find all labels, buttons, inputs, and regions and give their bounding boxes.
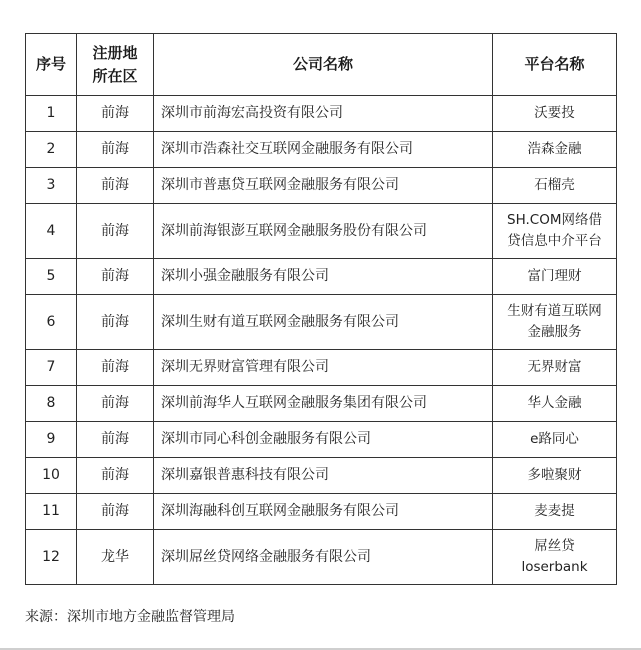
table-row — [26, 494, 617, 530]
cell-district: 龙华 — [77, 530, 154, 585]
cell-platform — [493, 494, 617, 530]
header-no: 序号 — [26, 34, 77, 96]
cell-company: 深圳前海华人互联网金融服务集团有限公司 — [154, 386, 493, 422]
platform-line1: 无界财富 — [527, 359, 582, 375]
header-platform: 平台名称 — [493, 34, 617, 96]
platform-line1: 浩森金融 — [527, 141, 582, 157]
header-district — [77, 34, 154, 96]
cell-company: 深圳市同心科创金融服务有限公司 — [154, 422, 493, 458]
table-row — [26, 204, 617, 259]
table-row — [26, 132, 617, 168]
cell-no: 12 — [26, 530, 77, 585]
cell-company: 深圳小强金融服务有限公司 — [154, 259, 493, 295]
cell-no: 6 — [26, 295, 77, 350]
cell-district: 前海 — [77, 259, 154, 295]
cell-platform — [493, 259, 617, 295]
cell-company: 深圳市前海宏高投资有限公司 — [154, 96, 493, 132]
table-row — [26, 350, 617, 386]
cell-no: 1 — [26, 96, 77, 132]
platform-line1: 屌丝贷 — [534, 538, 575, 554]
cell-platform — [493, 458, 617, 494]
cell-district: 前海 — [77, 204, 154, 259]
cell-district: 前海 — [77, 494, 154, 530]
platform-line1: 生财有道互联网 — [507, 303, 602, 319]
platform-line1: SH.COM网络借 — [507, 212, 602, 228]
cell-platform — [493, 386, 617, 422]
cell-company: 深圳无界财富管理有限公司 — [154, 350, 493, 386]
platform-line1: e路同心 — [530, 431, 579, 447]
cell-district: 前海 — [77, 96, 154, 132]
cell-platform — [493, 350, 617, 386]
header-company: 公司名称 — [154, 34, 493, 96]
cell-no: 4 — [26, 204, 77, 259]
cell-no: 3 — [26, 168, 77, 204]
table-row — [26, 96, 617, 132]
cell-company: 深圳市浩森社交互联网金融服务有限公司 — [154, 132, 493, 168]
platform-line2: 贷信息中介平台 — [507, 233, 602, 249]
cell-platform — [493, 132, 617, 168]
cell-no: 5 — [26, 259, 77, 295]
cell-company: 深圳海融科创互联网金融服务有限公司 — [154, 494, 493, 530]
source-note: 来源：深圳市地方金融监督管理局 — [25, 609, 235, 625]
cell-no: 7 — [26, 350, 77, 386]
cell-district: 前海 — [77, 458, 154, 494]
cell-no: 10 — [26, 458, 77, 494]
cell-platform — [493, 530, 617, 585]
cell-district: 前海 — [77, 132, 154, 168]
table-row — [26, 422, 617, 458]
cell-district: 前海 — [77, 422, 154, 458]
platform-line2: loserbank — [521, 559, 588, 575]
cell-platform — [493, 204, 617, 259]
table-row — [26, 458, 617, 494]
table-header-row — [26, 34, 617, 96]
cell-no: 2 — [26, 132, 77, 168]
cell-company: 深圳前海银澎互联网金融服务股份有限公司 — [154, 204, 493, 259]
table-row — [26, 168, 617, 204]
cell-company: 深圳市普惠贷互联网金融服务有限公司 — [154, 168, 493, 204]
cell-district: 前海 — [77, 350, 154, 386]
cell-no: 8 — [26, 386, 77, 422]
cell-district: 前海 — [77, 295, 154, 350]
platform-line1: 华人金融 — [527, 395, 582, 411]
cell-company: 深圳嘉银普惠科技有限公司 — [154, 458, 493, 494]
platform-line1: 富门理财 — [527, 268, 582, 284]
platform-line1: 石榴壳 — [534, 177, 575, 193]
table-row — [26, 259, 617, 295]
cell-platform — [493, 422, 617, 458]
platform-line1: 多啦聚财 — [527, 467, 582, 483]
cell-no: 11 — [26, 494, 77, 530]
cell-company: 深圳屌丝贷网络金融服务有限公司 — [154, 530, 493, 585]
platform-line2: 金融服务 — [527, 324, 582, 340]
table-row — [26, 295, 617, 350]
cell-district: 前海 — [77, 386, 154, 422]
cell-company: 深圳生财有道互联网金融服务有限公司 — [154, 295, 493, 350]
platform-line1: 麦麦提 — [534, 503, 575, 519]
table-row — [26, 386, 617, 422]
cell-platform — [493, 168, 617, 204]
header-district-line1: 注册地 — [92, 43, 138, 62]
cell-platform — [493, 96, 617, 132]
cell-district: 前海 — [77, 168, 154, 204]
table-row — [26, 530, 617, 585]
header-district-line2: 所在区 — [92, 66, 138, 85]
platform-line1: 沃要投 — [534, 105, 575, 121]
cell-platform — [493, 295, 617, 350]
cell-no: 9 — [26, 422, 77, 458]
platform-table — [25, 33, 617, 585]
